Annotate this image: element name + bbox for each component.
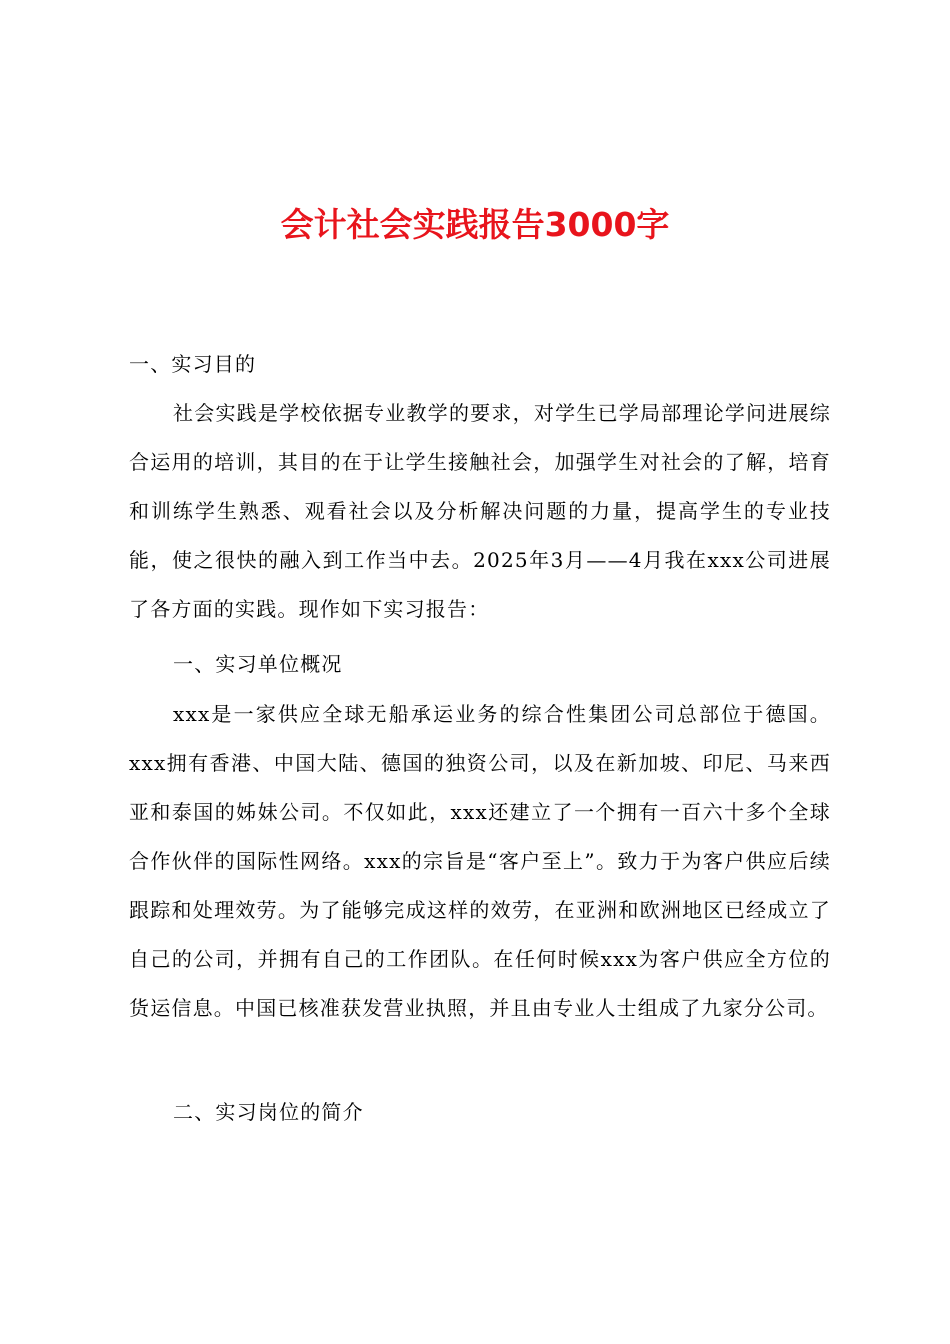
section-heading-internship-purpose: 一、实习目的: [129, 352, 257, 376]
document-title: 会计社会实践报告3000字: [280, 205, 670, 244]
paragraph-internship-purpose: 社会实践是学校依据专业教学的要求，对学生已学局部理论学问进展综合运用的培训，其目的在于让学生接触社会，加强学生对社会的了解，培育和训练学生熟悉、观看社会以及分析解决问题的力量，提高学生的专业技能，使之很快的融入到工作当中去。2025年3月——4月我在xxx公司进展了各方面的实践。现作如下实习报告：: [129, 401, 831, 621]
section-heading-position-intro: 二、实习岗位的简介: [173, 1100, 364, 1124]
section-heading-company-overview: 一、实习单位概况: [173, 652, 343, 676]
paragraph-company-overview: xxx是一家供应全球无船承运业务的综合性集团公司总部位于德国。xxx拥有香港、中国大陆、德国的独资公司，以及在新加坡、印尼、马来西亚和泰国的姊妹公司。不仅如此，xxx还建立了一个拥有一百六十多个全球合作伙伴的国际性网络。xxx的宗旨是“客户至上”。致力于为客户供应后续跟踪和处理效劳。为了能够完成这样的效劳，在亚洲和欧洲地区已经成立了自己的公司，并拥有自己的工作团队。在任何时候xxx为客户供应全方位的货运信息。中国已核准获发营业执照，并且由专业人士组成了九家分公司。: [129, 702, 831, 1020]
